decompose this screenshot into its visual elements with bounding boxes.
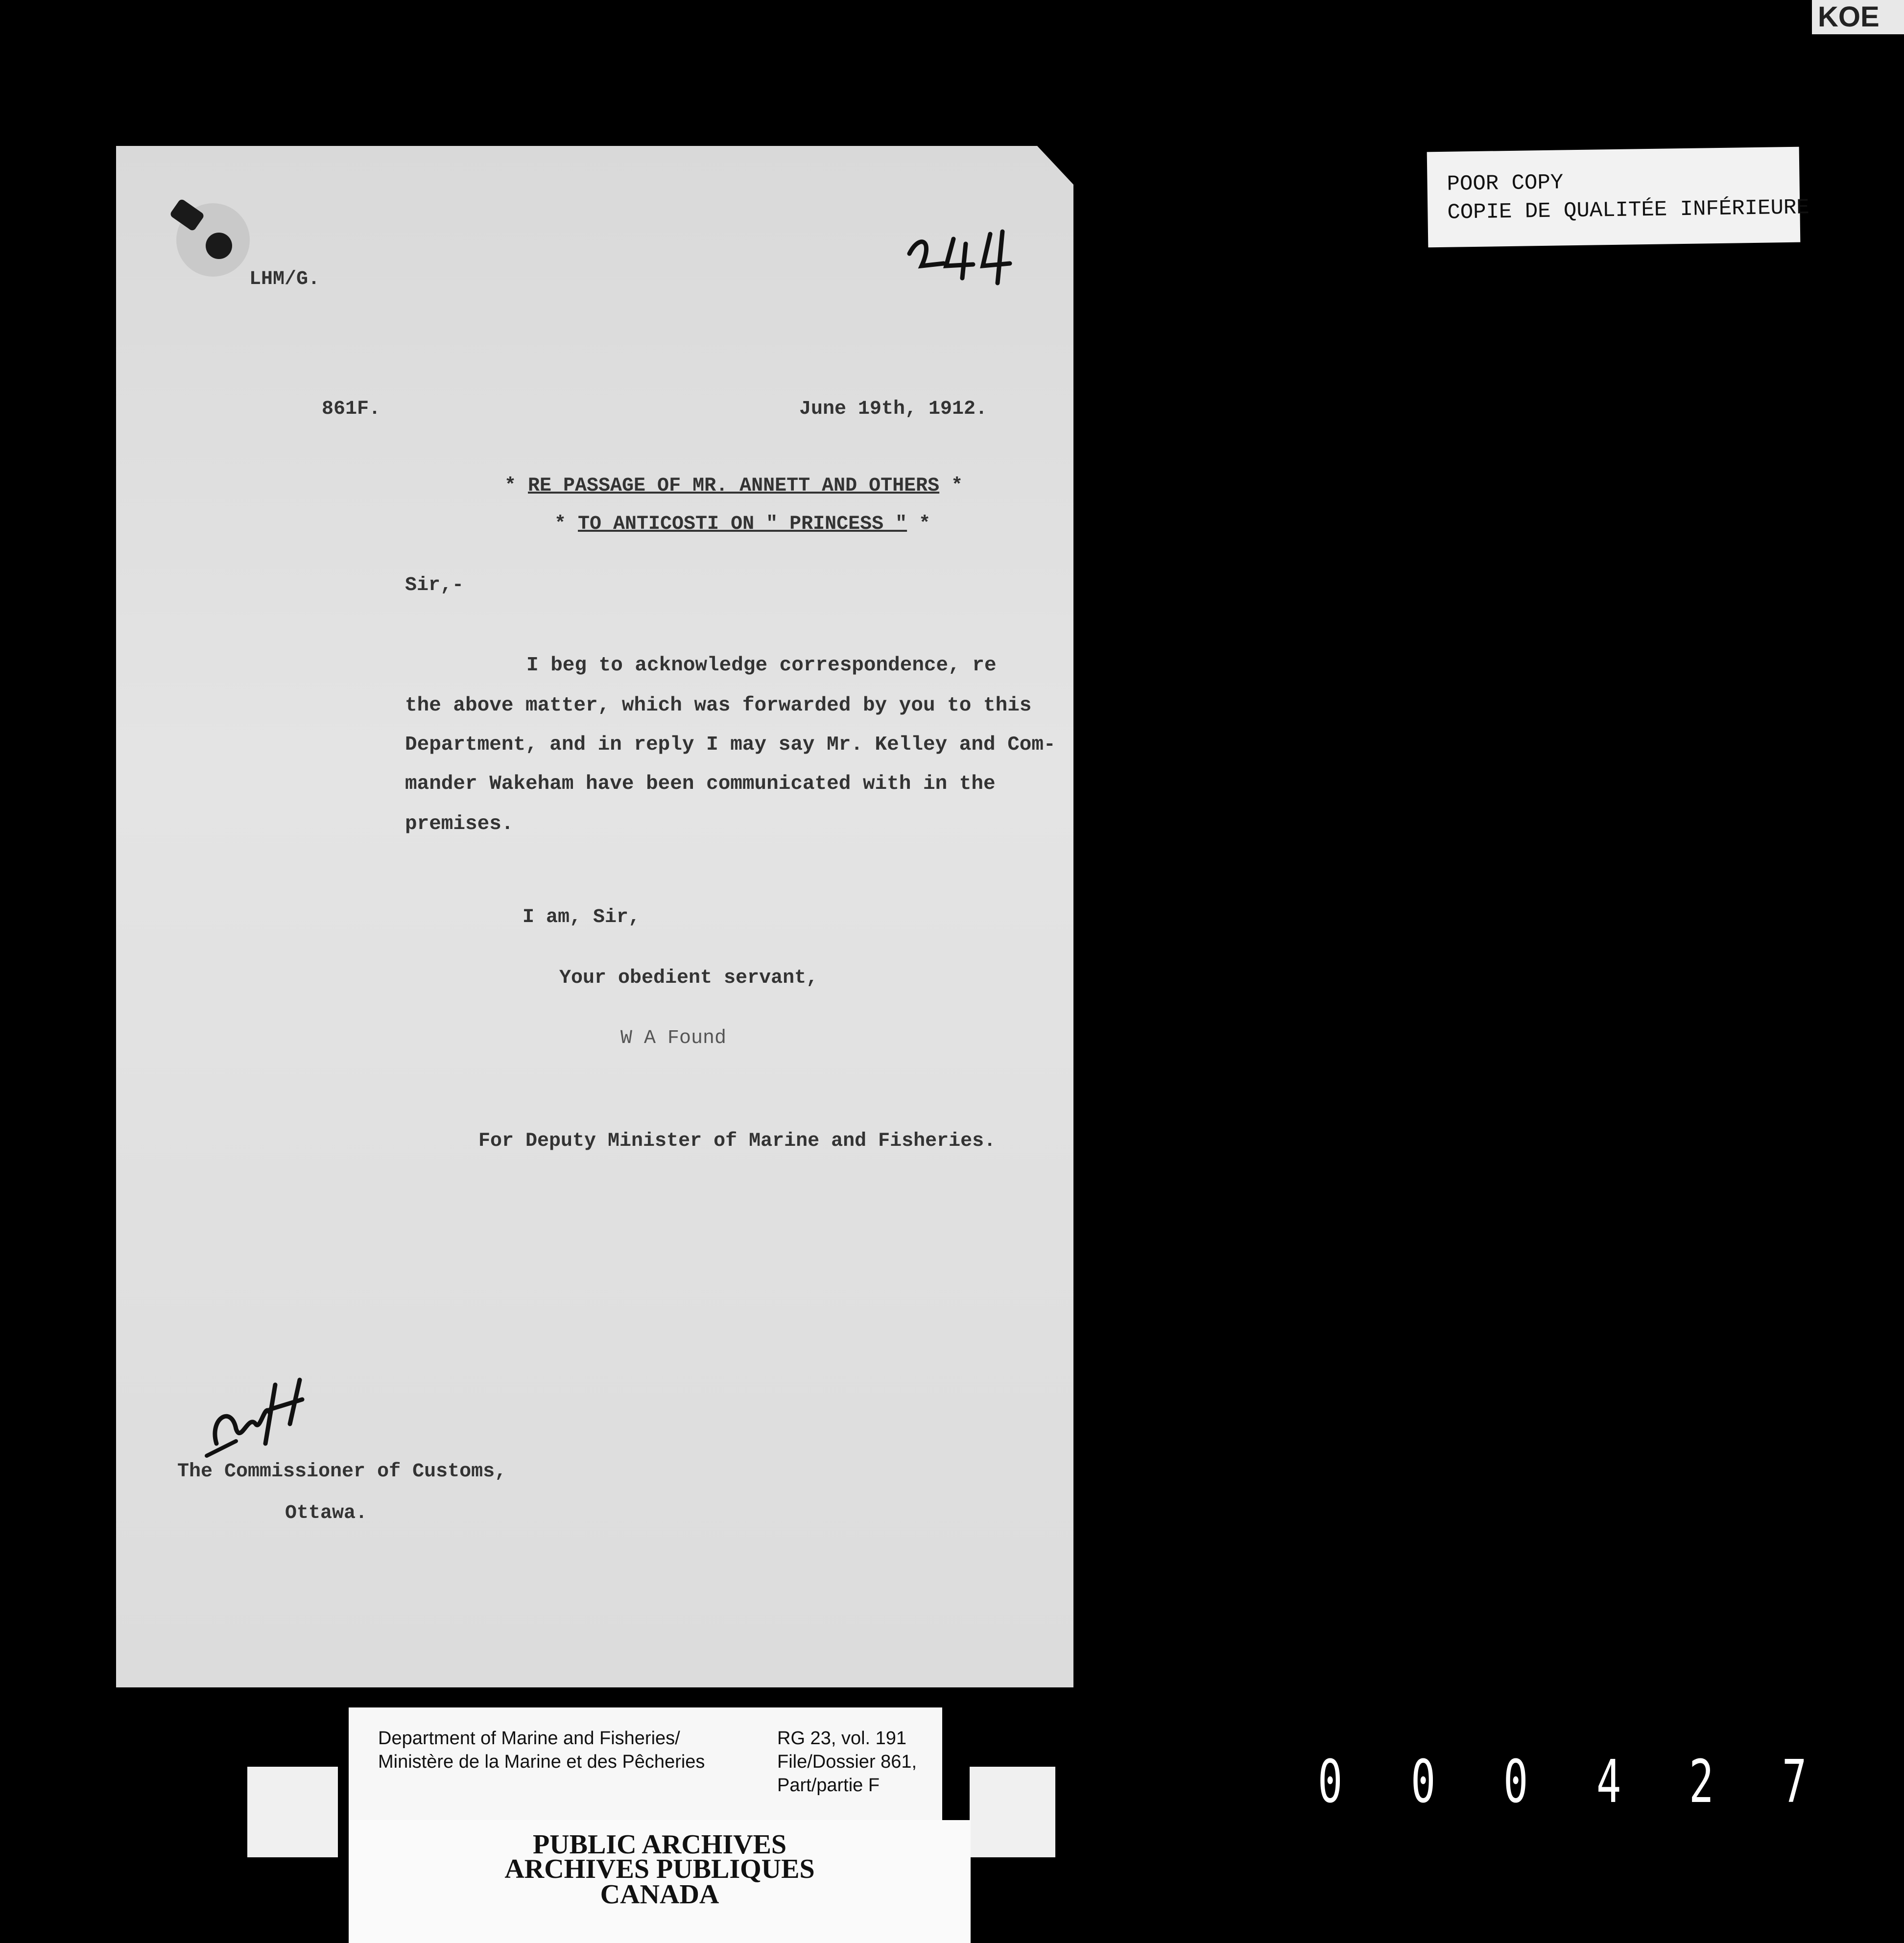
body-line: premises.: [405, 813, 514, 835]
notice-line-1: POOR COPY: [1447, 170, 1564, 197]
file-dossier: File/Dossier 861,: [777, 1752, 917, 1772]
reference-initials: LHM/G.: [249, 268, 320, 290]
poor-copy-notice: [1427, 147, 1810, 248]
body-line: the above matter, which was forwarded by you to this: [405, 694, 1032, 717]
closing-line-1: I am, Sir,: [523, 906, 641, 928]
subject-text-2: TO ANTICOSTI ON " PRINCESS ": [578, 513, 907, 535]
subject-text-1: RE PASSAGE OF MR. ANNETT AND OTHERS: [528, 475, 940, 497]
typed-signature: W A Found: [620, 1027, 727, 1049]
frame-digit: 0: [1503, 1748, 1528, 1816]
label-tab-left: [247, 1767, 338, 1857]
record-group: RG 23, vol. 191: [777, 1728, 907, 1749]
part-partie: Part/partie F: [777, 1775, 880, 1796]
handwritten-number: [900, 219, 1027, 288]
archives-line-1: PUBLIC ARCHIVES: [532, 1829, 787, 1860]
department-en: Department of Marine and Fisheries/: [378, 1728, 680, 1749]
frame-digit: 2: [1689, 1748, 1714, 1816]
signature-title: For Deputy Minister of Marine and Fisheries.: [478, 1130, 996, 1152]
punch-hole: [206, 233, 232, 259]
frame-digit: 0: [1410, 1748, 1435, 1816]
closing-line-2: Your obedient servant,: [559, 967, 818, 989]
frame-number: [1312, 1748, 1812, 1816]
frame-tag: KOE: [1812, 0, 1904, 34]
label-tab-right: [970, 1767, 1055, 1857]
body-line: mander Wakeham have been communicated with in the: [405, 773, 996, 795]
salutation: Sir,-: [405, 574, 464, 596]
recipient-line-1: The Commissioner of Customs,: [177, 1461, 507, 1483]
sheet-folded-corner: [1037, 146, 1074, 185]
archive-stamp-card: [349, 1820, 971, 1943]
frame-digit: 4: [1596, 1748, 1621, 1816]
subject-line-2: * TO ANTICOSTI ON " PRINCESS " *: [554, 513, 931, 535]
archives-line-3: CANADA: [600, 1879, 719, 1910]
handwritten-initials: [202, 1370, 329, 1468]
frame-digit: 7: [1782, 1748, 1807, 1816]
archives-line-2: ARCHIVES PUBLIQUES: [504, 1854, 815, 1884]
frame-digit: 0: [1317, 1748, 1343, 1816]
notice-line-2: COPIE DE QUALITÉE INFÉRIEURE: [1447, 195, 1810, 225]
file-number: 861F.: [322, 398, 381, 420]
recipient-line-2: Ottawa.: [285, 1502, 368, 1524]
department-fr: Ministère de la Marine et des Pêcheries: [378, 1752, 705, 1772]
body-line: Department, and in reply I may say Mr. Kelley and Com-: [405, 734, 1056, 756]
letter-date: June 19th, 1912.: [799, 398, 988, 420]
letter-sheet: [116, 146, 1073, 1687]
body-line: I beg to acknowledge correspondence, re: [526, 654, 997, 677]
archive-reference-card: [349, 1707, 942, 1820]
subject-line-1: * RE PASSAGE OF MR. ANNETT AND OTHERS *: [504, 475, 963, 497]
